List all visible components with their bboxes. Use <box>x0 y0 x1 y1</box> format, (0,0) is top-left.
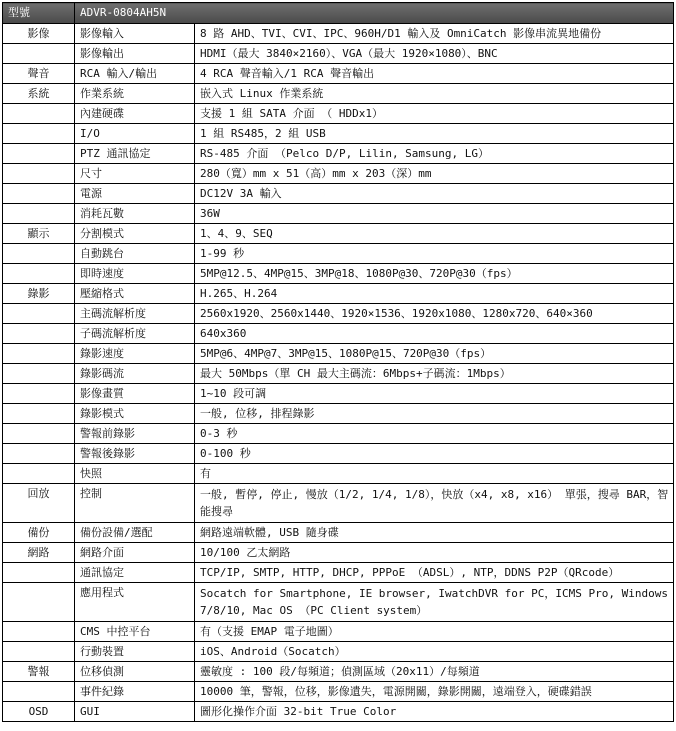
spec-item-cell: 電源 <box>75 184 195 204</box>
spec-item-cell: 壓縮格式 <box>75 284 195 304</box>
category-cell <box>3 583 75 622</box>
spec-value-cell: 網路遠端軟體, USB 隨身碟 <box>195 523 674 543</box>
spec-value-cell: 靈敏度 : 100 段/每頻道；偵測區域（20x11）/每頻道 <box>195 662 674 682</box>
spec-value-cell: 0-100 秒 <box>195 444 674 464</box>
table-row <box>3 563 674 583</box>
table-row <box>3 523 674 543</box>
category-cell <box>3 444 75 464</box>
category-cell <box>3 464 75 484</box>
spec-item-cell: 錄影模式 <box>75 404 195 424</box>
table-row <box>3 464 674 484</box>
spec-item-cell: 錄影碼流 <box>75 364 195 384</box>
spec-value-cell: H.265、H.264 <box>195 284 674 304</box>
table-row <box>3 24 674 44</box>
spec-item-cell: 影像輸入 <box>75 24 195 44</box>
spec-value-cell: Socatch for Smartphone, IE browser, IwatchDVR for PC，ICMS Pro, Windows 7/8/10, Mac OS （PC Client system） <box>195 583 674 622</box>
spec-item-cell: 快照 <box>75 464 195 484</box>
spec-value-cell: 1~10 段可調 <box>195 384 674 404</box>
spec-value-cell: 最大 50Mbps（單 CH 最大主碼流：6Mbps+子碼流：1Mbps） <box>195 364 674 384</box>
category-cell <box>3 682 75 702</box>
spec-value-cell: 5MP@6、4MP@7、3MP@15、1080P@15、720P@30（fps） <box>195 344 674 364</box>
category-cell <box>3 144 75 164</box>
category-cell: 回放 <box>3 484 75 523</box>
table-row <box>3 244 674 264</box>
table-row <box>3 364 674 384</box>
category-cell <box>3 364 75 384</box>
category-cell <box>3 304 75 324</box>
spec-item-cell: 子碼流解析度 <box>75 324 195 344</box>
spec-item-cell: 即時速度 <box>75 264 195 284</box>
spec-value-cell: 嵌入式 Linux 作業系統 <box>195 84 674 104</box>
category-cell <box>3 642 75 662</box>
spec-item-cell: 內建硬碟 <box>75 104 195 124</box>
spec-value-cell: 1-99 秒 <box>195 244 674 264</box>
table-row <box>3 662 674 682</box>
spec-item-cell: 影像畫質 <box>75 384 195 404</box>
spec-item-cell: 自動跳台 <box>75 244 195 264</box>
table-row <box>3 324 674 344</box>
spec-item-cell: I/O <box>75 124 195 144</box>
table-row <box>3 344 674 364</box>
table-row <box>3 264 674 284</box>
table-row <box>3 84 674 104</box>
category-cell: OSD <box>3 702 75 722</box>
spec-item-cell: 行動裝置 <box>75 642 195 662</box>
spec-value-cell: DC12V 3A 輸入 <box>195 184 674 204</box>
category-cell: 聲音 <box>3 64 75 84</box>
category-cell <box>3 124 75 144</box>
spec-value-cell: 36W <box>195 204 674 224</box>
category-cell <box>3 384 75 404</box>
category-cell <box>3 164 75 184</box>
spec-value-cell: 圖形化操作介面 32-bit True Color <box>195 702 674 722</box>
category-cell: 備份 <box>3 523 75 543</box>
table-row <box>3 104 674 124</box>
spec-item-cell: 警報後錄影 <box>75 444 195 464</box>
spec-item-cell: 備份設備/選配 <box>75 523 195 543</box>
spec-value-cell: 有（支援 EMAP 電子地圖） <box>195 622 674 642</box>
spec-value-cell: 640x360 <box>195 324 674 344</box>
spec-item-cell: 網路介面 <box>75 543 195 563</box>
category-cell: 網路 <box>3 543 75 563</box>
table-row <box>3 702 674 722</box>
spec-item-cell: 應用程式 <box>75 583 195 622</box>
category-cell <box>3 404 75 424</box>
table-row <box>3 384 674 404</box>
spec-value-cell: TCP/IP, SMTP, HTTP, DHCP, PPPoE （ADSL）, NTP，DDNS P2P（QRcode） <box>195 563 674 583</box>
spec-item-cell: 影像輸出 <box>75 44 195 64</box>
table-row <box>3 484 674 523</box>
model-name: ADVR-0804AH5N <box>75 3 674 24</box>
spec-item-cell: 錄影速度 <box>75 344 195 364</box>
spec-item-cell: 尺寸 <box>75 164 195 184</box>
spec-item-cell: 通訊協定 <box>75 563 195 583</box>
spec-value-cell: 1、4、9、SEQ <box>195 224 674 244</box>
category-cell <box>3 344 75 364</box>
table-row <box>3 64 674 84</box>
spec-value-cell: 一般, 位移, 排程錄影 <box>195 404 674 424</box>
table-row <box>3 304 674 324</box>
spec-item-cell: 事件紀錄 <box>75 682 195 702</box>
category-cell <box>3 424 75 444</box>
spec-item-cell: PTZ 通訊協定 <box>75 144 195 164</box>
table-row <box>3 622 674 642</box>
spec-item-cell: 控制 <box>75 484 195 523</box>
spec-item-cell: CMS 中控平台 <box>75 622 195 642</box>
table-row <box>3 424 674 444</box>
spec-item-cell: 分割模式 <box>75 224 195 244</box>
header-label: 型號 <box>3 3 75 24</box>
category-cell: 警報 <box>3 662 75 682</box>
category-cell: 顯示 <box>3 224 75 244</box>
category-cell <box>3 204 75 224</box>
category-cell <box>3 184 75 204</box>
spec-item-cell: 作業系統 <box>75 84 195 104</box>
category-cell: 錄影 <box>3 284 75 304</box>
table-row <box>3 284 674 304</box>
category-cell <box>3 324 75 344</box>
table-row <box>3 164 674 184</box>
category-cell <box>3 563 75 583</box>
table-row <box>3 204 674 224</box>
spec-table <box>2 2 674 722</box>
table-row <box>3 404 674 424</box>
spec-item-cell: RCA 輸入/輸出 <box>75 64 195 84</box>
spec-item-cell: GUI <box>75 702 195 722</box>
table-row <box>3 444 674 464</box>
table-row <box>3 583 674 622</box>
spec-value-cell: 280（寬）mm x 51（高）mm x 203（深）mm <box>195 164 674 184</box>
spec-value-cell: 1 組 RS485，2 組 USB <box>195 124 674 144</box>
category-cell: 系統 <box>3 84 75 104</box>
spec-value-cell: 5MP@12.5、4MP@15、3MP@18、1080P@30、720P@30（fps） <box>195 264 674 284</box>
table-row <box>3 224 674 244</box>
table-row <box>3 642 674 662</box>
table-row <box>3 144 674 164</box>
spec-value-cell: 8 路 AHD、TVI、CVI、IPC、960H/D1 輸入及 OmniCatch 影像串流異地備份 <box>195 24 674 44</box>
spec-value-cell: 10000 筆，警報，位移，影像遺失，電源開關，錄影開關，遠端登入，硬碟錯誤 <box>195 682 674 702</box>
spec-value-cell: 4 RCA 聲音輸入/1 RCA 聲音輸出 <box>195 64 674 84</box>
spec-value-cell: HDMI（最大 3840×2160）、VGA（最大 1920×1080）、BNC <box>195 44 674 64</box>
spec-item-cell: 警報前錄影 <box>75 424 195 444</box>
category-cell <box>3 622 75 642</box>
spec-value-cell: 有 <box>195 464 674 484</box>
spec-value-cell: 支援 1 組 SATA 介面 （ HDDx1） <box>195 104 674 124</box>
category-cell <box>3 244 75 264</box>
table-header-row <box>3 3 674 24</box>
category-cell: 影像 <box>3 24 75 44</box>
table-row <box>3 184 674 204</box>
spec-value-cell: RS-485 介面 （Pelco D/P, Lilin, Samsung, LG） <box>195 144 674 164</box>
category-cell <box>3 44 75 64</box>
table-row <box>3 543 674 563</box>
table-row <box>3 682 674 702</box>
category-cell <box>3 264 75 284</box>
table-row <box>3 44 674 64</box>
spec-value-cell: 一般, 暫停, 停止, 慢放（1/2, 1/4, 1/8），快放（x4, x8, x16） 單張，搜尋 BAR，智能搜尋 <box>195 484 674 523</box>
spec-table-body <box>3 3 674 722</box>
spec-item-cell: 位移偵測 <box>75 662 195 682</box>
spec-value-cell: iOS、Android（Socatch） <box>195 642 674 662</box>
spec-value-cell: 0-3 秒 <box>195 424 674 444</box>
table-row <box>3 124 674 144</box>
category-cell <box>3 104 75 124</box>
spec-value-cell: 2560x1920、2560x1440、1920×1536、1920x1080、1280x720、640×360 <box>195 304 674 324</box>
spec-item-cell: 消耗瓦數 <box>75 204 195 224</box>
spec-item-cell: 主碼流解析度 <box>75 304 195 324</box>
spec-value-cell: 10/100 乙太網路 <box>195 543 674 563</box>
